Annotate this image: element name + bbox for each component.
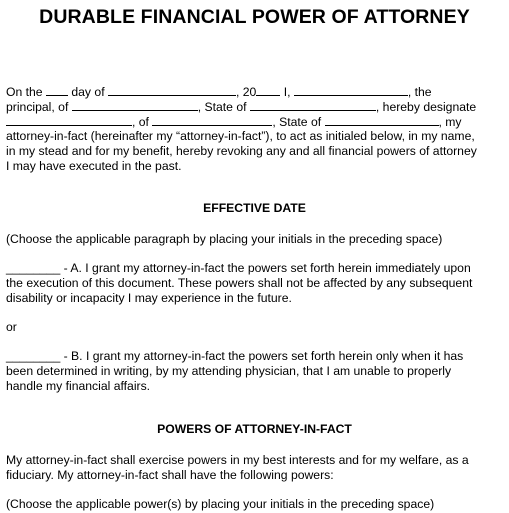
principal-city-blank[interactable] [72, 99, 198, 111]
document-title: DURABLE FINANCIAL POWER OF ATTORNEY [39, 6, 470, 28]
principal-name-blank[interactable] [294, 84, 408, 96]
intro-line-6: I may have executed in the past. [6, 159, 182, 173]
year-blank[interactable] [256, 84, 280, 96]
option-a-line-2: the execution of this document. These powers shall not be affected by any subsequent [6, 276, 473, 290]
intro-line-3: , of , State of , my [6, 114, 462, 130]
month-blank[interactable] [108, 84, 236, 96]
option-b-line-1: ________ - B. I grant my attorney-in-fact the powers set forth herein only when it has [6, 349, 464, 363]
powers-instruction: (Choose the applicable power(s) by placing your initials in the preceding space) [6, 497, 435, 511]
day-blank[interactable] [46, 84, 68, 96]
intro-line-4: attorney-in-fact (hereinafter my “attorney-in-fact”), to act as initialed below, in my name, [6, 129, 475, 143]
intro-line-2: principal, of , State of , hereby designate [6, 100, 477, 114]
intro-line-1: On the day of , 20 I, , the [6, 85, 432, 99]
or-separator: or [6, 320, 17, 334]
option-b-line-2: been determined in writing, by my attending physician, that I am unable to properly [6, 364, 452, 378]
powers-paragraph-line-1: My attorney-in-fact shall exercise powers in my best interests and for my welfare, as a [6, 453, 469, 467]
effective-date-instruction: (Choose the applicable paragraph by placing your initials in the preceding space) [6, 232, 443, 246]
attorney-state-blank[interactable] [325, 114, 439, 126]
effective-date-heading: EFFECTIVE DATE [203, 201, 306, 215]
principal-state-blank[interactable] [250, 99, 376, 111]
option-a-line-3: disability or incapacity I may experience in the future. [6, 291, 292, 305]
powers-paragraph-line-2: fiduciary. My attorney-in-fact shall have the following powers: [6, 468, 334, 482]
attorney-city-blank[interactable] [152, 114, 272, 126]
powers-heading: POWERS OF ATTORNEY-IN-FACT [157, 422, 352, 436]
intro-line-5: in my stead and for my benefit, hereby revoking any and all financial powers of attorney [6, 144, 477, 158]
option-a-line-1: ________ - A. I grant my attorney-in-fact the powers set forth herein immediately upon [6, 261, 471, 275]
option-b-line-3: handle my financial affairs. [6, 379, 151, 393]
attorney-name-blank[interactable] [6, 114, 132, 126]
